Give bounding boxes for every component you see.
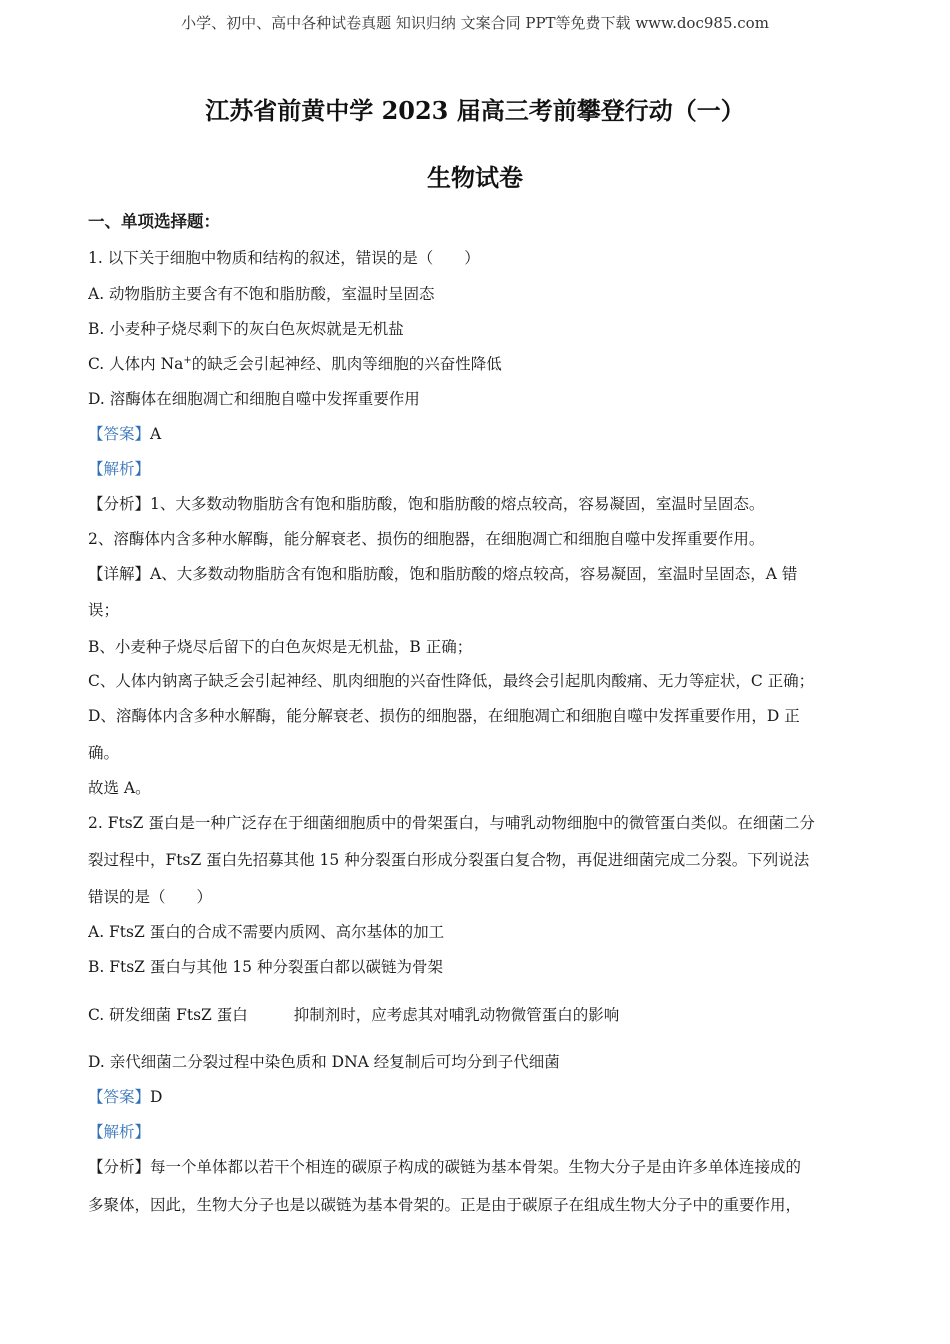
analysis-line bbox=[88, 494, 868, 514]
answer-value: D bbox=[150, 1088, 163, 1106]
question-1-option-d: D. 溶酶体在细胞凋亡和细胞自噬中发挥重要作用 bbox=[88, 390, 420, 408]
analysis-tag: 【解析】 bbox=[88, 1123, 151, 1141]
detail-line: D、溶酶体内含多种水解酶，能分解衰老、损伤的细胞器，在细胞凋亡和细胞自噬中发挥重要作用，D 正 bbox=[88, 707, 800, 725]
question-1-option-a: A. 动物脂肪主要含有不饱和脂肪酸，室温时呈固态 bbox=[88, 285, 435, 303]
question-2-option-b: B. FtsZ 蛋白与其他 15 种分裂蛋白都以碳链为骨架 bbox=[88, 958, 443, 976]
exam-subtitle: 生物试卷 bbox=[427, 163, 523, 192]
question-2-stem: 错误的是（ ） bbox=[88, 888, 213, 906]
question-2-option-d: D. 亲代细菌二分裂过程中染色质和 DNA 经复制后可均分到子代细菌 bbox=[88, 1053, 560, 1071]
page-header: 小学、初中、高中各种试卷真题 知识归纳 文案合同 PPT等免费下载 www.doc985.com bbox=[181, 14, 769, 32]
question-2-option-c bbox=[88, 1005, 868, 1025]
xiangjie-tag: 【详解】 bbox=[88, 565, 151, 583]
analysis-line: 多聚体，因此，生物大分子也是以碳链为基本骨架的。正是由于碳原子在组成生物大分子中的重要作用， bbox=[88, 1196, 802, 1214]
question-1-option-b: B. 小麦种子烧尽剩下的灰白色灰烬就是无机盐 bbox=[88, 320, 404, 338]
option-c-text-start: C. 研发细菌 FtsZ 蛋白 bbox=[88, 1006, 248, 1024]
fenxi-text: 每一个单体都以若干个相连的碳原子构成的碳链为基本骨架。生物大分子是由许多单体连接成的 bbox=[150, 1158, 802, 1176]
answer-tag: 【答案】 bbox=[88, 425, 151, 443]
section-heading: 一、单项选择题： bbox=[88, 212, 220, 231]
analysis-tag: 【解析】 bbox=[88, 460, 151, 478]
question-2-option-a: A. FtsZ 蛋白的合成不需要内质网、高尔基体的加工 bbox=[88, 923, 445, 941]
detail-line: 确。 bbox=[88, 744, 120, 762]
answer-line-2 bbox=[88, 1087, 868, 1107]
xiangjie-text: A、大多数动物脂肪含有饱和脂肪酸，饱和脂肪酸的熔点较高，容易凝固，室温时呈固态，A 错 bbox=[150, 565, 798, 583]
conclusion-line: 故选 A。 bbox=[88, 779, 151, 797]
fenxi-tag: 【分析】 bbox=[88, 495, 151, 513]
superscript-plus: + bbox=[183, 354, 192, 366]
question-1-option-c bbox=[88, 354, 868, 374]
answer-value: A bbox=[150, 425, 162, 443]
question-2-stem: 2. FtsZ 蛋白是一种广泛存在于细菌细胞质中的骨架蛋白，与哺乳动物细胞中的微管蛋白类似。在细菌二分 bbox=[88, 814, 815, 832]
fenxi-text: 1、大多数动物脂肪含有饱和脂肪酸，饱和脂肪酸的熔点较高，容易凝固，室温时呈固态。 bbox=[150, 495, 765, 513]
analysis-line: 2、溶酶体内含多种水解酶，能分解衰老、损伤的细胞器，在细胞凋亡和细胞自噬中发挥重要作用。 bbox=[88, 530, 765, 548]
detail-line: C、人体内钠离子缺乏会引起神经、肌肉细胞的兴奋性降低，最终会引起肌肉酸痛、无力等症状，C 正确； bbox=[88, 672, 815, 690]
question-2-stem: 裂过程中，FtsZ 蛋白先招募其他 15 种分裂蛋白形成分裂蛋白复合物，再促进细菌完成二分裂。下列说法 bbox=[88, 851, 810, 869]
fenxi-tag: 【分析】 bbox=[88, 1158, 151, 1176]
option-c-text-start: C. 人体内 Na bbox=[88, 355, 184, 373]
detail-line: 误； bbox=[88, 601, 120, 619]
exam-title: 江苏省前黄中学 2023 届高三考前攀登行动（一） bbox=[205, 96, 745, 125]
answer-line-1 bbox=[88, 424, 868, 444]
question-1-stem: 1. 以下关于细胞中物质和结构的叙述，错误的是（ ） bbox=[88, 249, 480, 267]
option-c-text-end: 的缺乏会引起神经、肌肉等细胞的兴奋性降低 bbox=[191, 355, 502, 373]
answer-tag: 【答案】 bbox=[88, 1088, 151, 1106]
analysis-line bbox=[88, 1157, 868, 1177]
detail-line bbox=[88, 564, 868, 584]
option-c-text-end: 抑制剂时，应考虑其对哺乳动物微管蛋白的影响 bbox=[293, 1006, 620, 1024]
detail-line: B、小麦种子烧尽后留下的白色灰烬是无机盐，B 正确； bbox=[88, 638, 473, 656]
